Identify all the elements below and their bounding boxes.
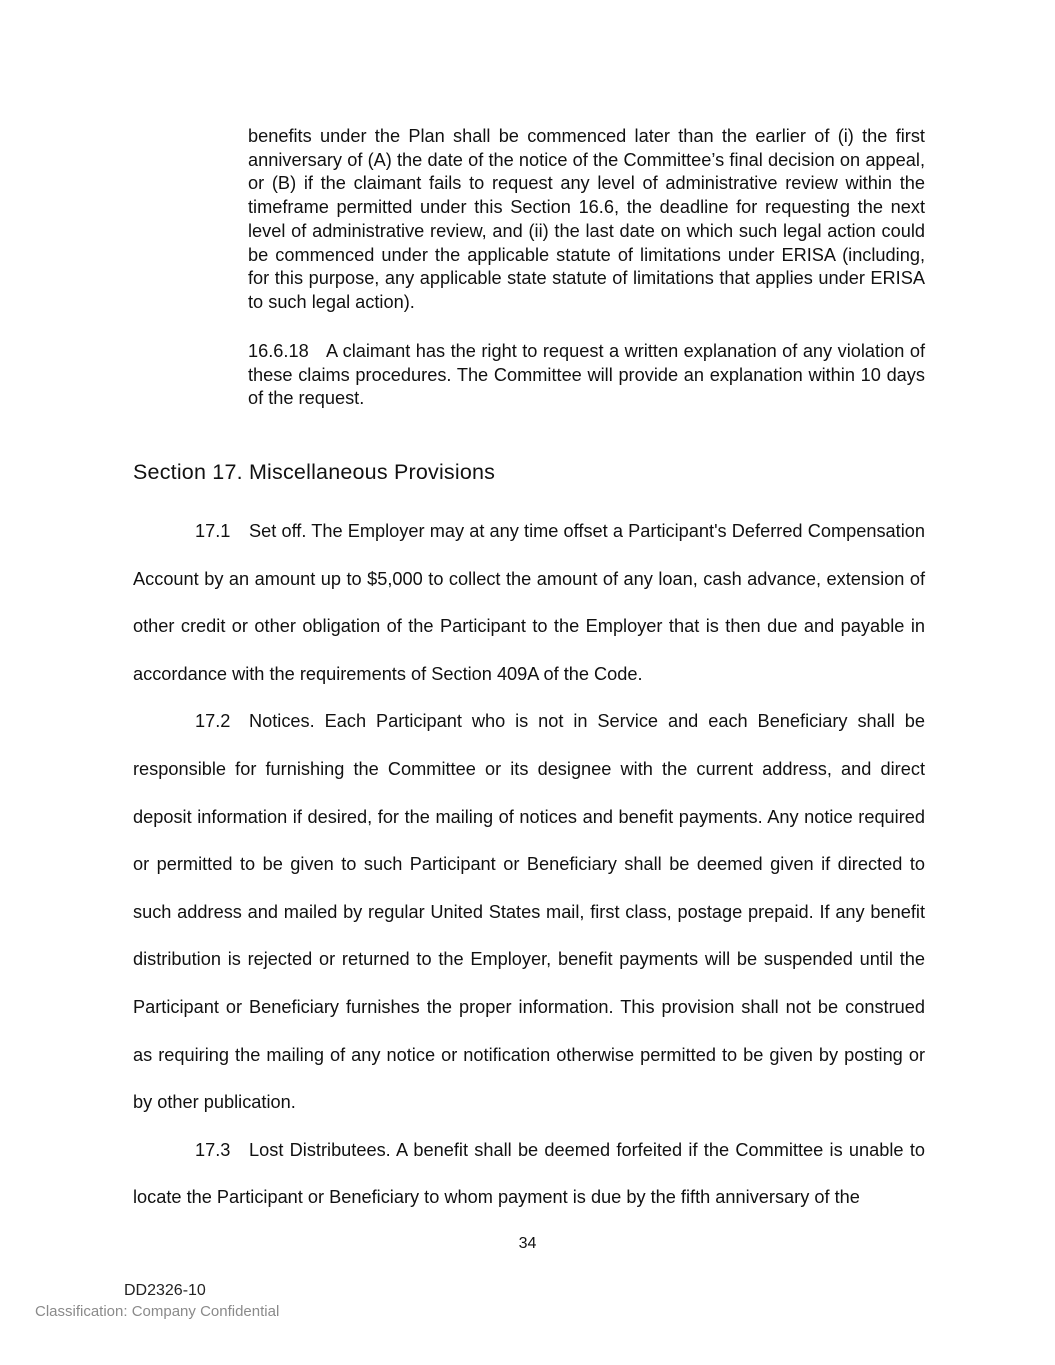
- document-id: DD2326-10: [124, 1282, 206, 1299]
- section-number: 17.1: [195, 521, 231, 541]
- paragraph-17-2: [133, 698, 925, 1126]
- page-number: 34: [518, 1235, 537, 1252]
- paragraph-text: A claimant has the right to request a written explanation of any violation of these claims procedures. The Committee will provide an explanation within 10 days of the request.: [248, 341, 925, 409]
- paragraph-text: Notices. Each Participant who is not in Service and each Beneficiary shall be responsible for furnishing the Committee or its designee with the current address, and direct deposit information if desired, for the mailing of notices and benefit payments. Any notice required or permitted to be given to such Participant or Beneficiary shall be deemed given if directed to such address and mailed by regular United States mail, first class, postage prepaid. If any benefit distribution is rejected or returned to the Employer, benefit payments will be suspended until the Participant or Beneficiary furnishes the proper information. This provision shall not be construed as requiring the mailing of any notice or notification otherwise permitted to be given by posting or by other publication.: [133, 711, 925, 1113]
- paragraph-17-1: [133, 508, 925, 698]
- paragraph-17-3: [133, 1127, 925, 1222]
- paragraph-text: Lost Distributees. A benefit shall be deemed forfeited if the Committee is unable to locate the Participant or Beneficiary to whom payment is due by the fifth anniversary of the: [133, 1139, 925, 1208]
- paragraph-16-6-17-continuation: [248, 125, 925, 315]
- paragraph-text: Set off. The Employer may at any time offset a Participant's Deferred Compensation Account by an amount up to $5,000 to collect the amount of any loan, cash advance, extension of other credit or other obligation of the Participant to the Employer that is then due and payable in accordance with the requirements of Section 409A of the Code.: [133, 521, 925, 684]
- section-heading: Section 17. Miscellaneous Provisions: [133, 460, 496, 484]
- section-number: 17.3: [195, 1139, 231, 1160]
- paragraph-16-6-18: [248, 340, 925, 411]
- classification-label: Classification: Company Confidential: [35, 1303, 280, 1320]
- section-number: 17.2: [195, 711, 231, 732]
- paragraph-text: benefits under the Plan shall be commenced later than the earlier of (i) the first anniversary of (A) the date of the notice of the Committee’s final decision on appeal, or (B) if the claimant fails to request any level of administrative review within the timeframe permitted under this Section 16.6, the deadline for requesting the next level of administrative review, and (ii) the last date on which such legal action could be commenced under the applicable statute of limitations under ERISA (including, for this purpose, any applicable state statute of limitations that applies under ERISA to such legal action).: [248, 126, 925, 312]
- section-17-body: [133, 508, 925, 1222]
- subsection-number: 16.6.18: [248, 341, 309, 361]
